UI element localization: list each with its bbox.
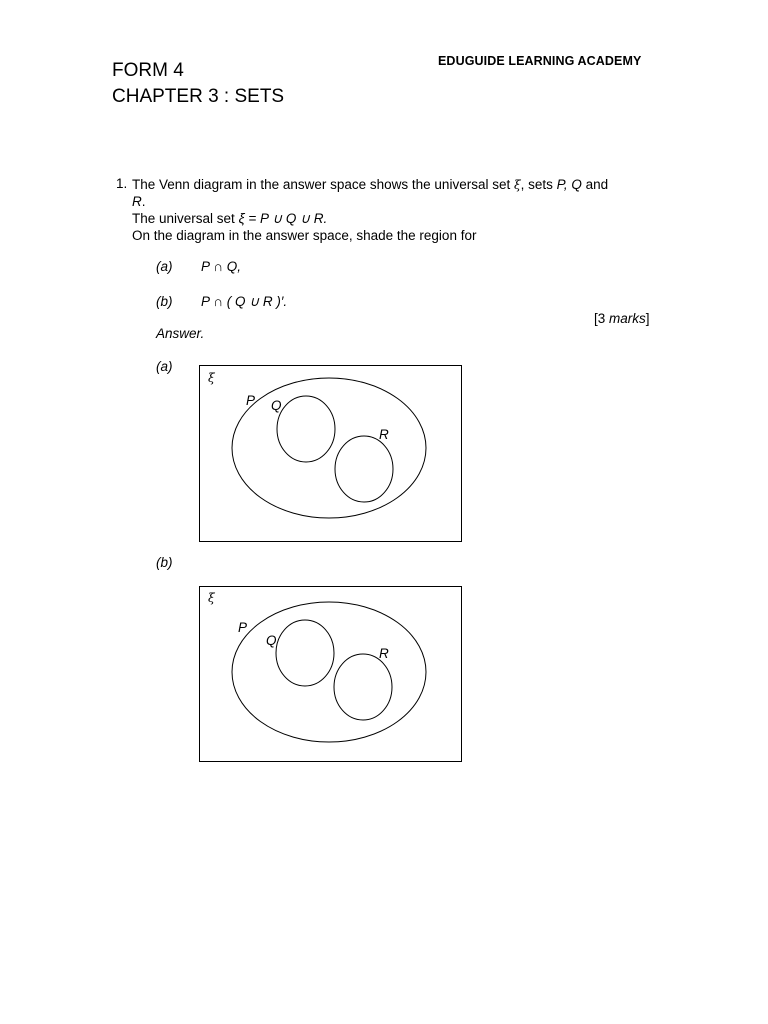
part-b-label: (b) [156, 294, 173, 309]
diagram-b-label: (b) [156, 555, 173, 570]
marks-close: ] [645, 311, 650, 326]
set-r-circle[interactable] [335, 436, 393, 502]
part-a-expression: P ∩ Q, [201, 259, 241, 274]
part-a-label: (a) [156, 259, 173, 274]
universal-set-expression: ξ = P ∪ Q ∪ R. [238, 211, 328, 226]
academy-name: EDUGUIDE LEARNING ACADEMY [438, 54, 642, 68]
set-r-label: R [379, 427, 389, 442]
universal-symbol: ξ [513, 178, 521, 192]
question-text: . [141, 194, 146, 209]
set-r-circle[interactable] [334, 654, 392, 720]
set-p-ellipse[interactable] [232, 378, 426, 518]
set-p-label: P [238, 620, 248, 635]
question-line-1 [132, 176, 608, 194]
answer-label: Answer. [156, 326, 205, 341]
question-text: , sets [520, 177, 557, 192]
venn-diagram-b-svg [200, 587, 463, 763]
marks-word: marks [609, 311, 646, 326]
diagram-a-label: (a) [156, 359, 173, 374]
universal-set-label: ξ [208, 591, 215, 605]
set-name-r: R [132, 194, 142, 209]
marks-open: [3 [594, 311, 610, 326]
chapter-title: CHAPTER 3 : SETS [112, 86, 285, 107]
question-text: The Venn diagram in the answer space shows the universal set [132, 177, 514, 192]
question-line-3 [132, 210, 327, 227]
question-text: and [581, 177, 609, 192]
set-q-label: Q [266, 633, 277, 648]
venn-diagram-a[interactable] [199, 365, 462, 542]
question-line-4: On the diagram in the answer space, shade the region for [132, 228, 477, 243]
set-q-label: Q [271, 398, 282, 413]
set-p-label: P [246, 393, 256, 408]
set-r-label: R [379, 646, 389, 661]
venn-diagram-b[interactable] [199, 586, 462, 762]
set-names: P, Q [556, 177, 582, 192]
part-b-expression: P ∩ ( Q ∪ R )′. [201, 294, 288, 309]
question-text: The universal set [132, 211, 239, 226]
set-q-circle[interactable] [276, 620, 334, 686]
marks [594, 311, 650, 326]
venn-diagram-a-svg [200, 366, 463, 543]
question-line-2 [132, 193, 146, 210]
form-title: FORM 4 [112, 60, 184, 81]
set-q-circle[interactable] [277, 396, 335, 462]
question-number: 1. [116, 176, 128, 191]
universal-set-label: ξ [208, 371, 215, 385]
